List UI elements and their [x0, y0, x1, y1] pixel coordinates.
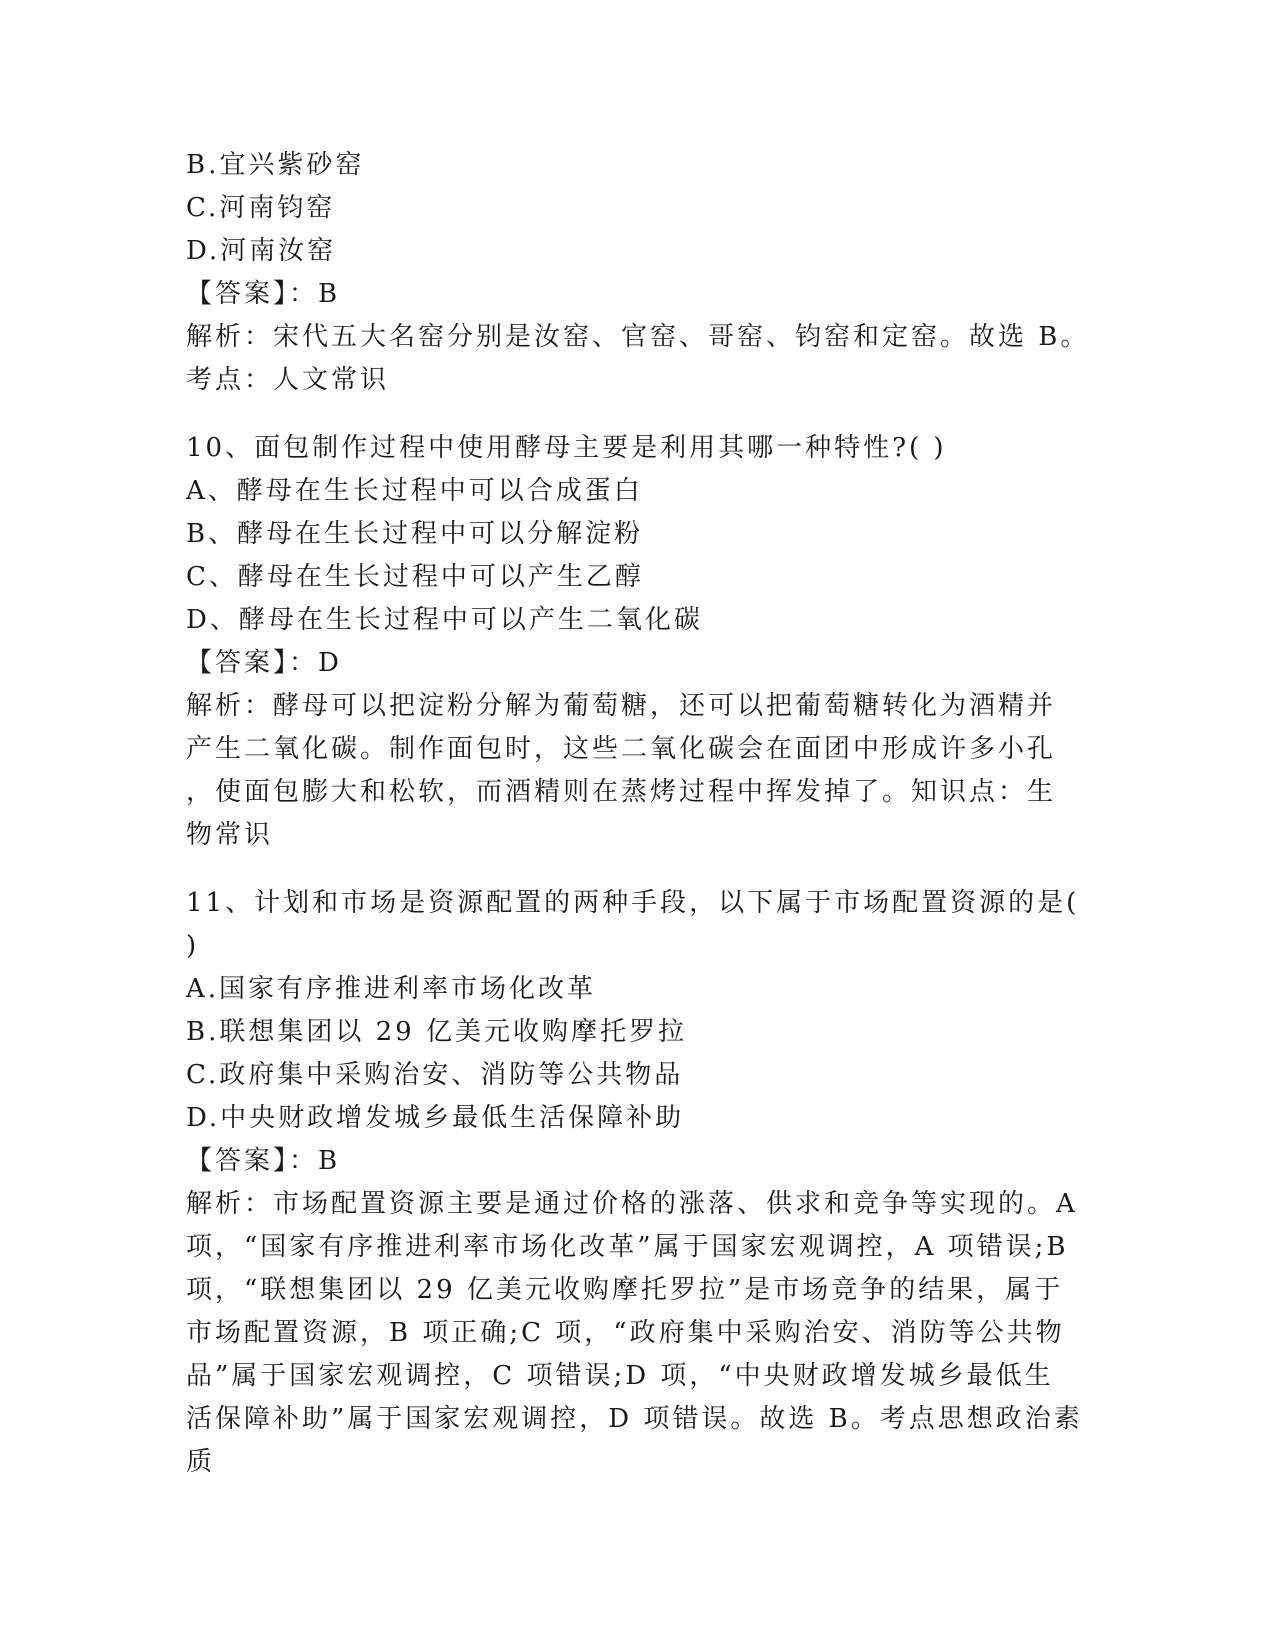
- option-d: D.河南汝窑: [186, 236, 337, 266]
- option-b: B.宜兴紫砂窑: [186, 150, 365, 180]
- analysis-line: 活保障补助”属于国家宏观调控，D 项错误。故选 B。考点思想政治素: [186, 1404, 1083, 1434]
- knowledge-point: 考点：人文常识: [186, 365, 390, 395]
- analysis-line: 品”属于国家宏观调控，C 项错误;D 项，“中央财政增发城乡最低生: [186, 1361, 1054, 1391]
- answer: 【答案】：B: [186, 279, 341, 309]
- spacer: [186, 402, 1086, 427]
- analysis-line: 物常识: [186, 820, 274, 850]
- question-11: [186, 882, 1086, 1484]
- analysis-line: 质: [186, 1447, 216, 1477]
- question-9-tail: [186, 144, 1090, 402]
- analysis-line: 项，“国家有序推进利率市场化改革”属于国家宏观调控，A 项错误;B: [186, 1232, 1069, 1262]
- analysis-line: ，使面包膨大和松软，而酒精则在蒸烤过程中挥发掉了。知识点：生: [186, 777, 1057, 807]
- option-c: C、酵母在生长过程中可以产生乙醇: [186, 562, 644, 592]
- option-b: B.联想集团以 29 亿美元收购摩托罗拉: [186, 1017, 687, 1047]
- option-d: D、酵母在生长过程中可以产生二氧化碳: [186, 605, 703, 635]
- option-a: A.国家有序推进利率市场化改革: [186, 974, 597, 1004]
- question-text: 10、面包制作过程中使用酵母主要是利用其哪一种特性?( ): [186, 433, 947, 463]
- spacer: [186, 857, 1086, 882]
- analysis-line: 解析：市场配置资源主要是通过价格的涨落、供求和竞争等实现的。A: [186, 1189, 1078, 1219]
- analysis-line: 市场配置资源，B 项正确;C 项，“政府集中采购治安、消防等公共物: [186, 1318, 1065, 1348]
- answer: 【答案】：B: [186, 1146, 341, 1176]
- analysis-line: 解析：酵母可以把淀粉分解为葡萄糖，还可以把葡萄糖转化为酒精并: [186, 691, 1057, 721]
- question-text: 11、计划和市场是资源配置的两种手段，以下属于市场配置资源的是(: [186, 888, 1080, 918]
- question-10: [186, 427, 1086, 857]
- option-b: B、酵母在生长过程中可以分解淀粉: [186, 519, 644, 549]
- option-a: A、酵母在生长过程中可以合成蛋白: [186, 476, 643, 506]
- option-c: C.河南钧窑: [186, 193, 336, 223]
- analysis: 解析：宋代五大名窑分别是汝窑、官窑、哥窑、钧窑和定窑。故选 B。: [186, 322, 1090, 352]
- document-page: [186, 144, 1090, 1484]
- answer: 【答案】：D: [186, 648, 342, 678]
- question-text: ): [186, 931, 200, 961]
- option-d: D.中央财政增发城乡最低生活保障补助: [186, 1103, 685, 1133]
- option-c: C.政府集中采购治安、消防等公共物品: [186, 1060, 684, 1090]
- analysis-line: 产生二氧化碳。制作面包时，这些二氧化碳会在面团中形成许多小孔: [186, 734, 1057, 764]
- analysis-line: 项，“联想集团以 29 亿美元收购摩托罗拉”是市场竞争的结果，属于: [186, 1275, 1064, 1305]
